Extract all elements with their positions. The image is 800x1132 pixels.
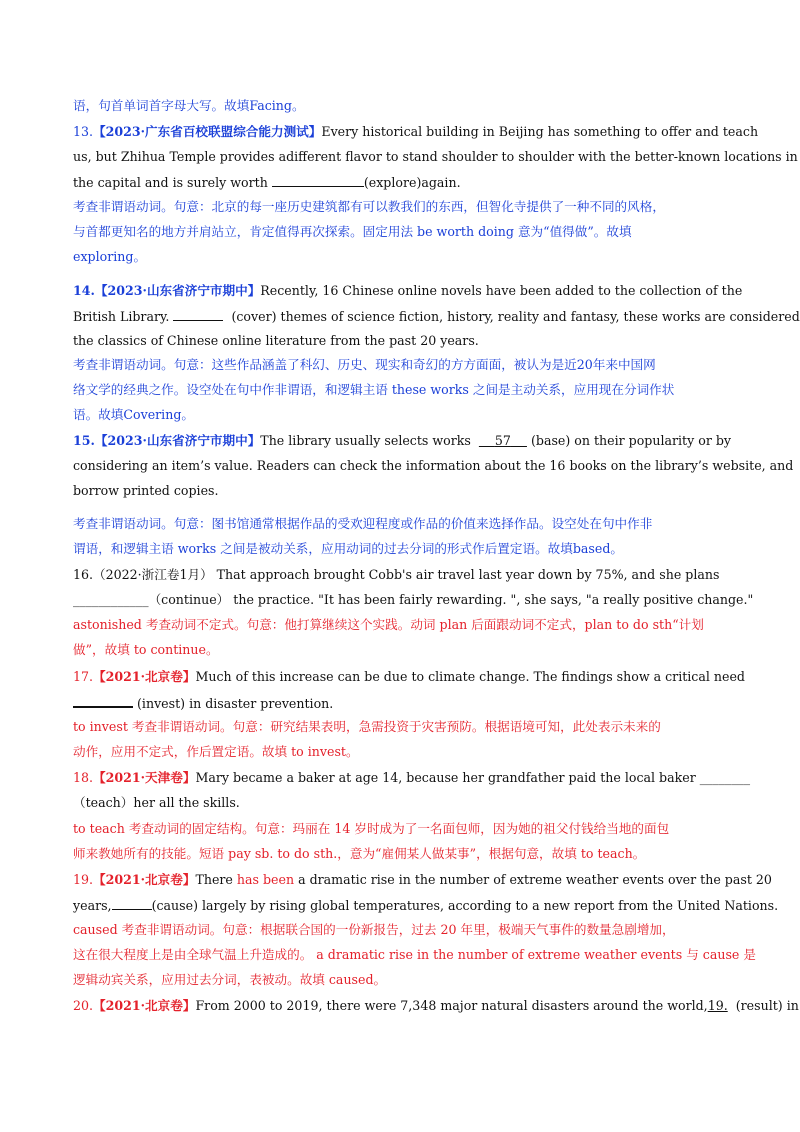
answer-19 — [73, 922, 728, 938]
answer-13 — [73, 199, 728, 215]
text: to teach 考查动词的固定结构。句意：玛丽在 14 岁时成为了一名面包师，因为她的祖父付钱给当地的面包 — [73, 821, 670, 836]
question-20 — [73, 998, 799, 1014]
question-number: 20. — [73, 998, 94, 1013]
blank-number: 57 — [494, 433, 511, 448]
question-14-line-2 — [73, 308, 800, 325]
text: us, but Zhihua Temple provides adifferent flavor to stand shoulder to shoulder with the better-known locations in — [73, 149, 798, 164]
question-15-line-2 — [73, 458, 794, 474]
answer-blank[interactable] — [112, 897, 152, 910]
question-19-line-2 — [73, 897, 779, 914]
question-15 — [73, 433, 732, 449]
question-source: 【2021·北京卷】 — [93, 998, 196, 1013]
question-13-line-3 — [73, 174, 728, 191]
text: 与首都更知名的地方并肩站立，肯定值得再次探索。固定用法 be worth doing 意为“值得做”。故填 — [73, 224, 632, 239]
answer-15 — [73, 516, 728, 532]
question-source: 14.【2023·山东省济宁市期中】 — [73, 283, 261, 298]
question-17 — [73, 669, 745, 685]
text: 逻辑动宾关系，应用过去分词，表被动。故填 caused。 — [73, 972, 387, 987]
answer-13-line-2 — [73, 224, 728, 240]
text: 这在很大程度上是由全球气温上升造成的。 a dramatic rise in the number of extreme weather events 与 cause 是 — [73, 947, 756, 962]
answer-blank[interactable]: 19. — [707, 998, 728, 1013]
text: 络文学的经典之作。设空处在句中作非谓语，和逻辑主语 these works 之间是主动关系，应用现在分词作状 — [73, 382, 675, 397]
text: 动作，应用不定式，作后置定语。故填 to invest。 — [73, 744, 359, 759]
question-number: 18. — [73, 770, 94, 785]
answer-18-line-2 — [73, 846, 728, 862]
text: 谓语，和逻辑主语 works 之间是被动关系，应用动词的过去分词的形式作后置定语。故填based。 — [73, 541, 623, 556]
question-source: 【2021·天津卷】 — [93, 770, 196, 785]
text: 考查非谓语动词。句意：北京的每一座历史建筑都有可以教我们的东西，但智化寺提供了一种不同的风格， — [73, 199, 665, 214]
question-18-line-2 — [73, 795, 728, 811]
question-number: 13. — [73, 124, 94, 139]
text: a dramatic rise in the number of extreme weather events over the past 20 — [294, 872, 772, 887]
text: the practice. "It has been fairly rewarding. ", she says, "a really positive change." — [229, 592, 754, 607]
text: 语。故填Covering。 — [73, 407, 194, 422]
answer-13-line-3 — [73, 249, 728, 265]
question-15-line-3 — [73, 483, 728, 499]
answer-blank[interactable] — [173, 308, 223, 321]
text: exploring。 — [73, 249, 147, 264]
question-14-line-3 — [73, 333, 728, 349]
text: caused 考查非谓语动词。句意：根据联合国的一份新报告，过去 20 年里，极端天气事件的数量急剧增加， — [73, 922, 675, 937]
text: the classics of Chinese online literature from the past 20 years. — [73, 333, 479, 348]
question-13 — [73, 124, 759, 140]
question-16-line-2 — [73, 592, 754, 608]
text: 16.（2022·浙江卷1月） That approach brought Cobb's air travel last year down by 75%, and she plans — [73, 567, 720, 582]
question-source: 【2023·广东省百校联盟综合能力测试】 — [93, 124, 322, 139]
text: 语，句首单词首字母大写。故填Facing。 — [73, 98, 305, 113]
answer-blank[interactable] — [272, 174, 364, 187]
answer-blank[interactable]: ____________（continue） — [73, 592, 230, 607]
text: borrow printed copies. — [73, 483, 219, 498]
text: (result) in — [735, 998, 799, 1013]
answer-17 — [73, 719, 728, 735]
answer-19-line-3 — [73, 972, 728, 988]
text: the capital and is surely worth — [73, 175, 268, 190]
question-source: 15.【2023·山东省济宁市期中】 — [73, 433, 261, 448]
text: (explore)again. — [363, 175, 461, 190]
text: considering an item’s value. Readers can check the information about the 16 books on the library’s website, and — [73, 458, 794, 473]
text: to invest 考查非谓语动词。句意：研究结果表明，急需投资于灾害预防。根据语境可知，此处表示未来的 — [73, 719, 661, 734]
question-13-line-2 — [73, 149, 798, 165]
text: Recently, 16 Chinese online novels have been added to the collection of the — [260, 283, 743, 298]
text: 师来教她所有的技能。短语 pay sb. to do sth.，意为“雇佣某人做某事”，根据句意，故填 to teach。 — [73, 846, 646, 861]
answer-14 — [73, 357, 728, 373]
question-source: 【2021·北京卷】 — [93, 872, 196, 887]
text: years, — [73, 898, 112, 913]
answer-12-tail — [73, 98, 728, 114]
question-17-line-2 — [73, 694, 728, 712]
text: 考查非谓语动词。句意：这些作品涵盖了科幻、历史、现实和奇幻的方方面面，被认为是近20年来中国网 — [73, 357, 656, 372]
answer-blank[interactable] — [73, 694, 133, 708]
text: Much of this increase can be due to climate change. The findings show a critical need — [195, 669, 745, 684]
question-14 — [73, 283, 743, 299]
answer-blank[interactable] — [479, 433, 527, 448]
question-number: 17. — [73, 669, 94, 684]
text: 做”，故填 to continue。 — [73, 642, 219, 657]
question-source: 【2021·北京卷】 — [93, 669, 196, 684]
question-19 — [73, 872, 772, 888]
answer-18 — [73, 821, 728, 837]
text: (cause) largely by rising global temperatures, according to a new report from the United Nations. — [151, 898, 779, 913]
question-number: 19. — [73, 872, 94, 887]
text: There — [195, 872, 237, 887]
text: Every historical building in Beijing has something to offer and teach — [321, 124, 759, 139]
text: 考查非谓语动词。句意：图书馆通常根据作品的受欢迎程度或作品的价值来选择作品。设空处在句中作非 — [73, 516, 653, 531]
text: From 2000 to 2019, there were 7,348 major natural disasters around the world, — [195, 998, 708, 1013]
answer-17-line-2 — [73, 744, 728, 760]
question-18 — [73, 770, 751, 786]
text: British Library. — [73, 309, 170, 324]
text: astonished 考查动词不定式。句意：他打算继续这个实践。动词 plan 后面跟动词不定式，plan to do sth“计划 — [73, 617, 704, 632]
answer-15-line-2 — [73, 541, 728, 557]
text: Mary became a baker at age 14, because her grandfather paid the local baker ________ — [195, 770, 751, 785]
question-16 — [73, 567, 728, 583]
answer-14-line-3 — [73, 407, 728, 423]
text: (base) on their popularity or by — [530, 433, 732, 448]
answer-19-line-2 — [73, 947, 756, 963]
answer-16 — [73, 617, 728, 633]
text: (invest) in disaster prevention. — [137, 696, 334, 711]
answer-16-line-2 — [73, 642, 728, 658]
text: The library usually selects works — [260, 433, 471, 448]
highlight-text: has been — [236, 872, 295, 887]
text: (cover) themes of science fiction, history, reality and fantasy, these works are considered — [231, 309, 800, 324]
answer-14-line-2 — [73, 382, 728, 398]
text: （teach）her all the skills. — [73, 795, 240, 810]
